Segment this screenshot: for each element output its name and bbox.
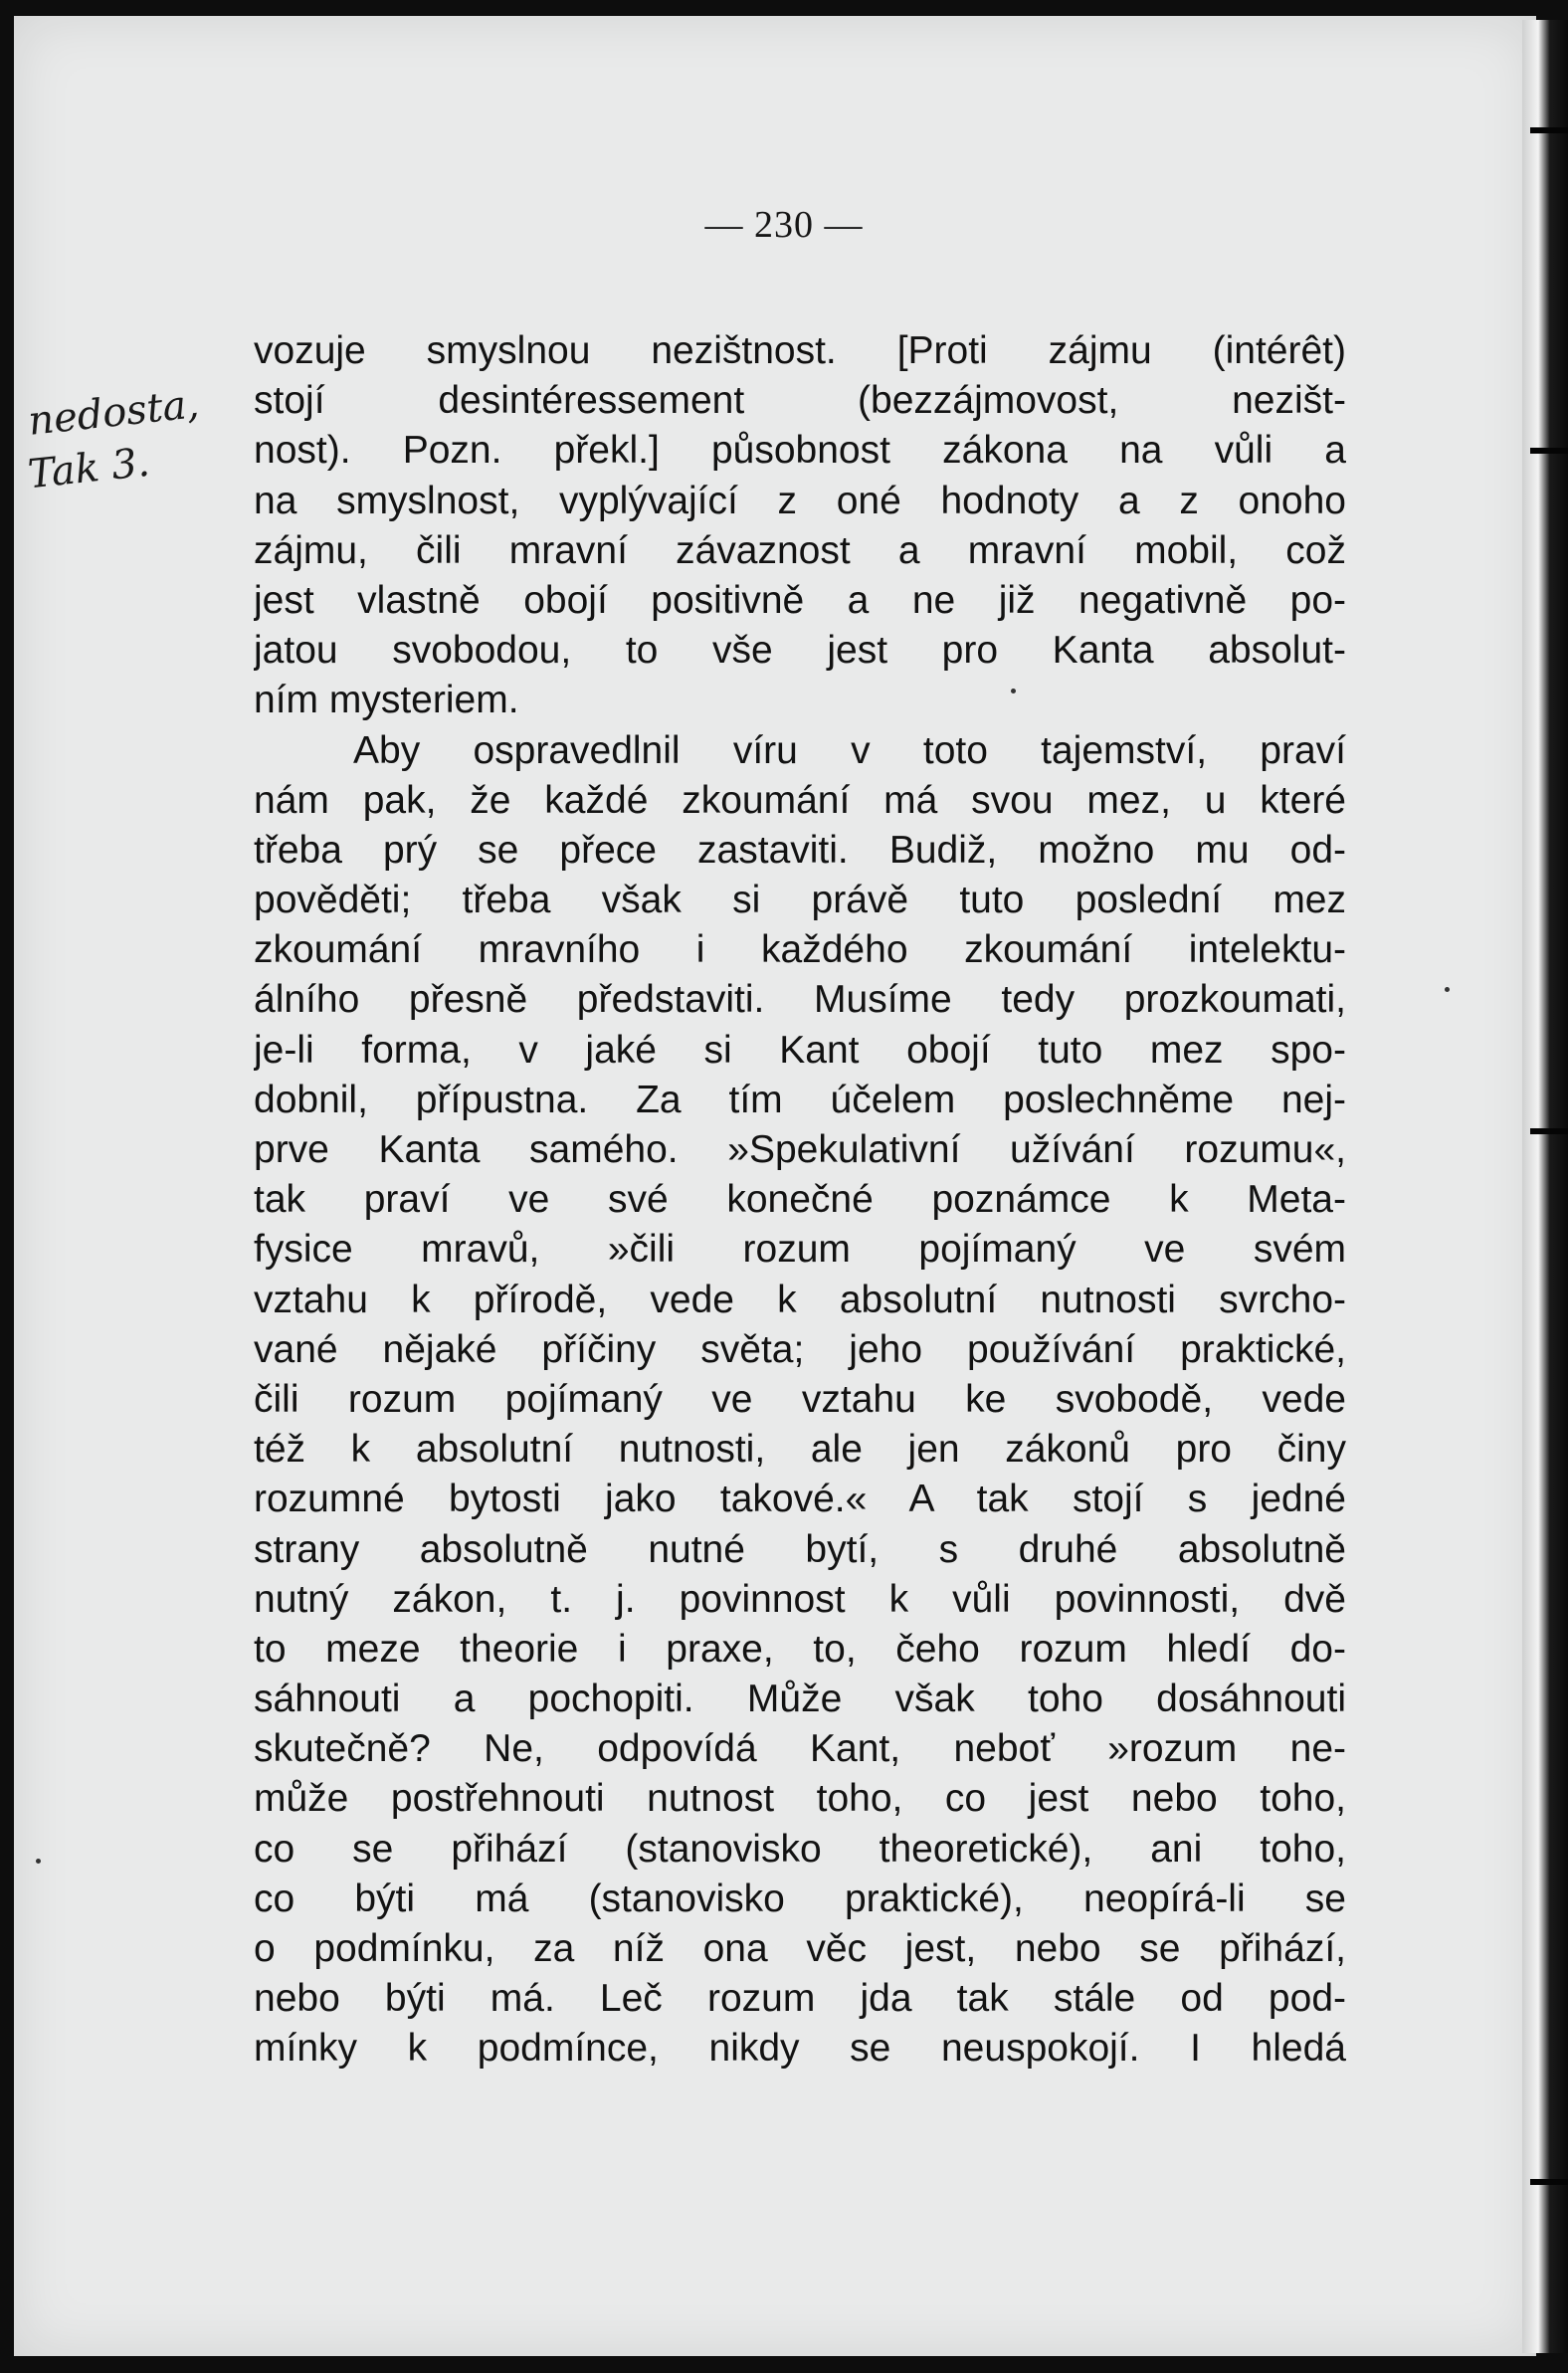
text-line: mínky k podmínce, nikdy se neuspokojí. I hledá <box>254 2027 1346 2071</box>
text-line: nost). Pozn. překl.] působnost zákona na vůli a <box>254 429 1346 473</box>
text-line: jatou svobodou, to vše jest pro Kanta absolut- <box>254 629 1346 673</box>
handwritten-margin-note: nedosta, <box>26 381 202 445</box>
text-line: dobnil, přípustna. Za tím účelem poslechněme nej- <box>254 1078 1346 1121</box>
text-line: ním mysteriem. <box>254 679 519 722</box>
text-line: nám pak, že každé zkoumání má svou mez, u které <box>254 778 1346 822</box>
text-line: je-li forma, v jaké si Kant obojí tuto mez spo- <box>254 1028 1346 1072</box>
text-line: též k absolutní nutnosti, ale jen zákonů pro činy <box>254 1428 1346 1472</box>
text-line: Aby ospravedlnil víru v toto tajemství, praví <box>353 728 1346 772</box>
text-line: jest vlastně obojí positivně a ne již negativně po- <box>254 578 1346 622</box>
text-line: sáhnouti a pochopiti. Může však toho dosáhnouti <box>254 1678 1346 1721</box>
page-edge-binding <box>1522 20 1568 2353</box>
text-line: stojí desintéressement (bezzájmovost, nezišt- <box>254 379 1346 423</box>
speck <box>36 1859 41 1864</box>
text-line: skutečně? Ne, odpovídá Kant, neboť »rozum ne- <box>254 1727 1346 1771</box>
text-line: co býti má (stanovisko praktické), neopírá-li se <box>254 1877 1346 1920</box>
text-line: může postřehnouti nutnost toho, co jest nebo toho, <box>254 1777 1346 1821</box>
text-line: na smyslnost, vyplývající z oné hodnoty a z onoho <box>254 479 1346 522</box>
text-line: třeba prý se přece zastaviti. Budiž, možno mu od- <box>254 828 1346 872</box>
text-line: prve Kanta samého. »Spekulativní užívání rozumu«, <box>254 1128 1346 1171</box>
text-line: o podmínku, za níž ona věc jest, nebo se přihází, <box>254 1927 1346 1970</box>
text-line: to meze theorie i praxe, to, čeho rozum hledí do- <box>254 1627 1346 1671</box>
text-line: rozumné bytosti jako takové.« A tak stojí s jedné <box>254 1478 1346 1521</box>
text-line: vozuje smyslnou nezištnost. [Proti zájmu (intérêt) <box>254 329 1346 372</box>
text-line: álního přesně představiti. Musíme tedy prozkoumati, <box>254 978 1346 1022</box>
page-number: — 230 — <box>704 204 864 246</box>
text-line: nebo býti má. Leč rozum jda tak stále od pod- <box>254 1977 1346 2021</box>
text-line: vané nějaké příčiny světa; jeho používání praktické, <box>254 1327 1346 1371</box>
handwritten-margin-note: Tak 3. <box>25 439 152 498</box>
text-line: fysice mravů, »čili rozum pojímaný ve svém <box>254 1228 1346 1272</box>
edge-mark <box>1530 2179 1568 2185</box>
text-line: zájmu, čili mravní závaznost a mravní mobil, což <box>254 528 1346 572</box>
edge-mark <box>1530 127 1568 133</box>
text-line: zkoumání mravního i každého zkoumání intelektu- <box>254 928 1346 972</box>
text-line: čili rozum pojímaný ve vztahu ke svobodě, vede <box>254 1377 1346 1421</box>
text-line: co se přihází (stanovisko theoretické), ani toho, <box>254 1827 1346 1871</box>
body-text <box>254 326 1346 2075</box>
speck <box>1445 987 1450 992</box>
edge-mark <box>1530 448 1568 454</box>
edge-mark <box>1530 1128 1568 1134</box>
text-line: strany absolutně nutné bytí, s druhé absolutně <box>254 1527 1346 1571</box>
text-line: pověděti; třeba však si právě tuto poslední mez <box>254 879 1346 922</box>
text-line: nutný zákon, t. j. povinnost k vůli povinnosti, dvě <box>254 1577 1346 1621</box>
text-line: vztahu k přírodě, vede k absolutní nutnosti svrcho- <box>254 1278 1346 1321</box>
text-line: tak praví ve své konečné poznámce k Meta- <box>254 1178 1346 1222</box>
